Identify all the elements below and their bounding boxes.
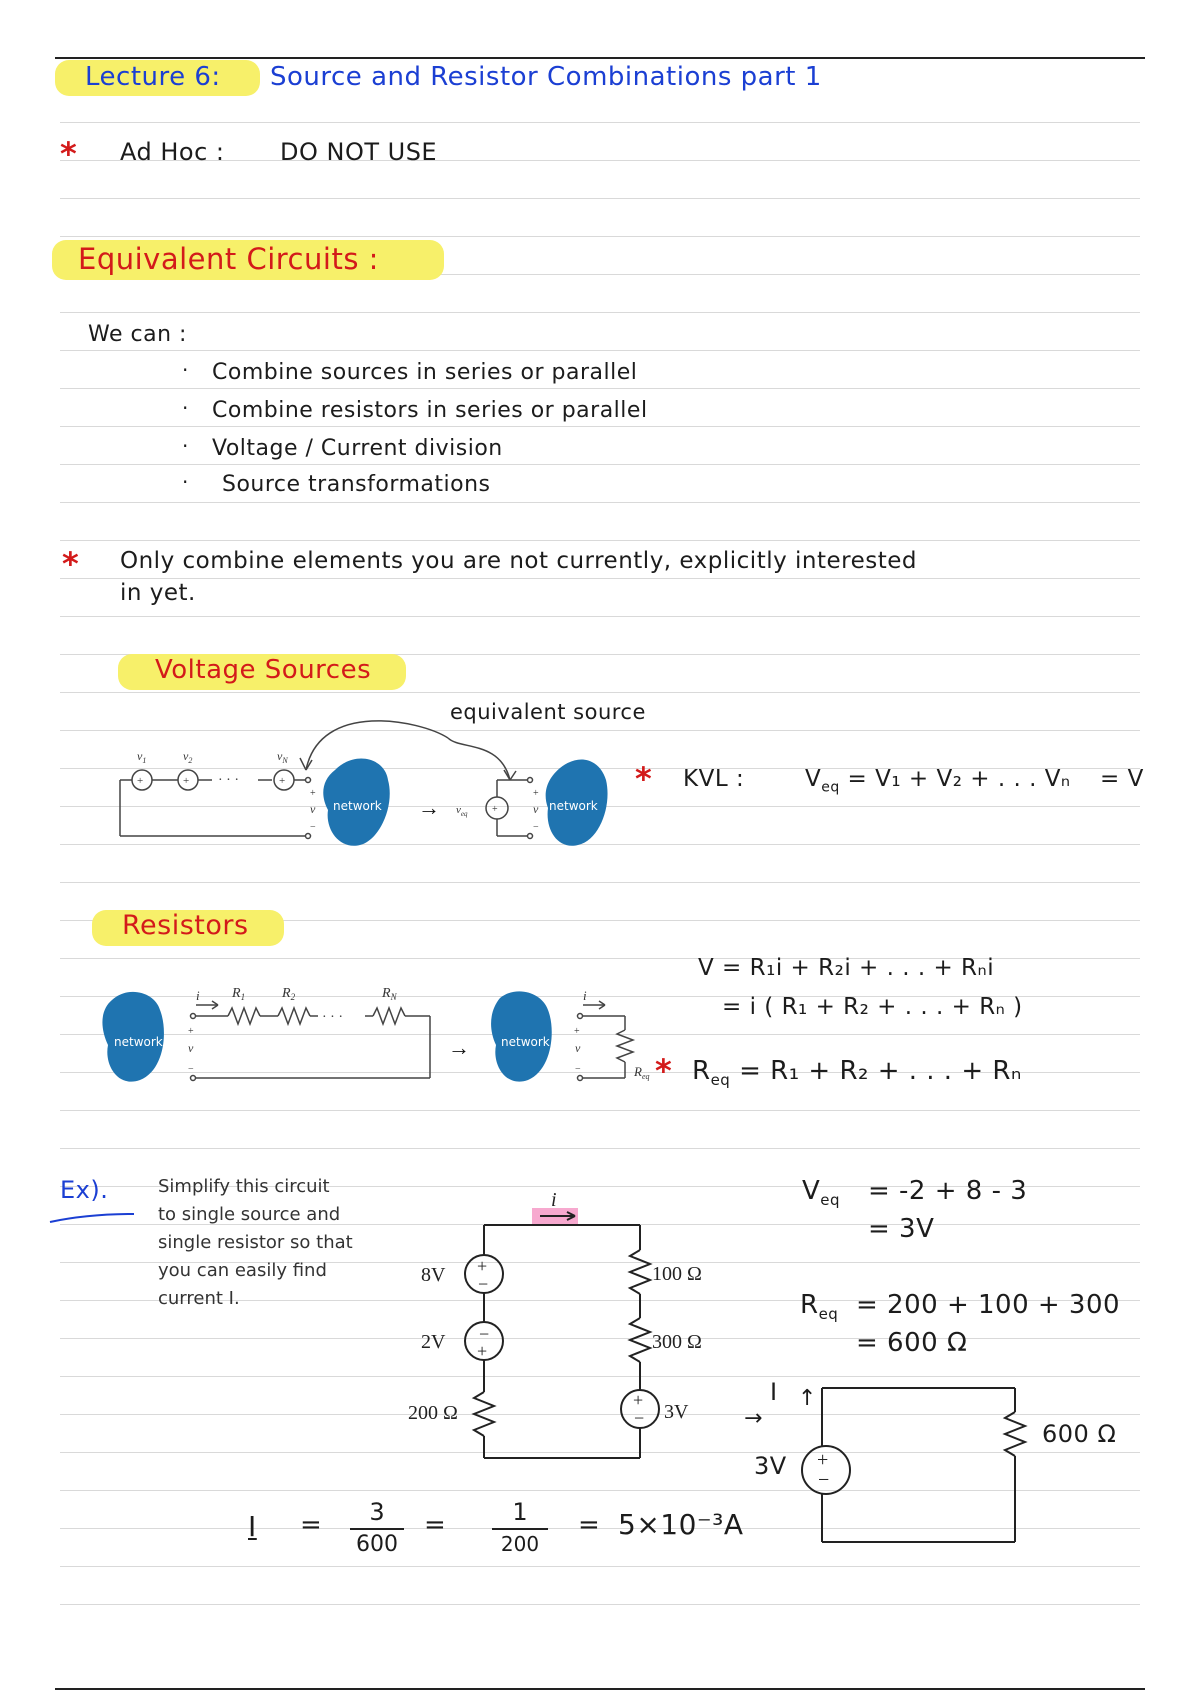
denominator: 200 bbox=[500, 1532, 540, 1556]
plus-sign: + bbox=[477, 1341, 488, 1361]
minus-sign: − bbox=[533, 822, 539, 833]
plus-sign: + bbox=[533, 788, 539, 799]
fraction-bar bbox=[350, 1528, 404, 1530]
bullet-dot: · bbox=[182, 470, 189, 494]
v-label: v bbox=[533, 802, 539, 816]
vN-label: $v_N$ bbox=[277, 749, 288, 765]
req-line2: = 600 Ω bbox=[856, 1328, 968, 1358]
R1-label: $R_1$ bbox=[232, 986, 246, 1002]
veq-line1: = -2 + 8 - 3 bbox=[868, 1176, 1028, 1206]
req-line1: = 200 + 100 + 300 bbox=[856, 1290, 1121, 1320]
equivalent-heading: Equivalent Circuits : bbox=[78, 242, 379, 276]
example-label: Ex). bbox=[60, 1176, 109, 1204]
star-icon: * bbox=[655, 1052, 673, 1090]
adhoc-label: Ad Hoc : bbox=[120, 138, 225, 166]
resistors-heading: Resistors bbox=[122, 910, 249, 941]
src-3v-label: 3V bbox=[664, 1401, 689, 1423]
prompt-line: to single source and bbox=[158, 1204, 341, 1225]
star-icon: * bbox=[62, 545, 80, 583]
network-label: network bbox=[549, 799, 598, 813]
arrow-icon: → bbox=[448, 1035, 470, 1060]
src-2v-label: 2V bbox=[421, 1331, 446, 1353]
arrow-icon: → bbox=[418, 795, 440, 820]
note-text: Only combine elements you are not currently, explicitly interested bbox=[120, 548, 918, 574]
plus-sign: + bbox=[310, 788, 316, 799]
network-label: network bbox=[114, 1035, 163, 1049]
plus-sign: + bbox=[817, 1449, 829, 1471]
answer-result: 5×10⁻³A bbox=[618, 1508, 744, 1541]
v2-label: $v_2$ bbox=[183, 749, 193, 765]
adhoc-note: DO NOT USE bbox=[280, 138, 438, 166]
prompt-line: single resistor so that bbox=[158, 1232, 353, 1253]
dots: · · · bbox=[322, 1010, 343, 1025]
veq-lhs: $V_{eq}$ bbox=[802, 1176, 841, 1210]
R2-label: $R_2$ bbox=[282, 986, 296, 1002]
bullet-dot: · bbox=[182, 358, 189, 382]
current-label: i bbox=[551, 1189, 557, 1211]
bullet-dot: · bbox=[182, 434, 189, 458]
fraction-2 bbox=[492, 1498, 548, 1556]
prompt-line: you can easily find bbox=[158, 1260, 327, 1281]
prompt-line: Simplify this circuit bbox=[158, 1176, 330, 1197]
resistor-eq-line1: V = R₁i + R₂i + . . . + Rₙi bbox=[698, 955, 995, 981]
fraction-1 bbox=[350, 1498, 404, 1557]
network-label: network bbox=[501, 1035, 550, 1049]
v-label: v bbox=[575, 1041, 581, 1055]
RN-label: $R_N$ bbox=[382, 986, 397, 1002]
star-icon: * bbox=[635, 760, 653, 798]
equivalent-source-note: equivalent source bbox=[450, 700, 646, 724]
minus-sign: − bbox=[818, 1469, 830, 1491]
kvl-tail: = V bbox=[1100, 766, 1144, 792]
Req-label: $R_{eq}$ bbox=[634, 1064, 650, 1081]
denominator: 600 bbox=[356, 1532, 398, 1557]
lecture-topic: Source and Resistor Combinations part 1 bbox=[270, 62, 822, 92]
bullet-item: Voltage / Current division bbox=[212, 436, 503, 461]
resistor-eq-line3: $R_{eq} = R_1 + R_2$ + . . . + Rₙ bbox=[692, 1056, 1022, 1090]
veq-line2: = 3V bbox=[868, 1214, 935, 1244]
star-icon: * bbox=[60, 135, 78, 173]
answer-eq: = bbox=[578, 1510, 601, 1540]
intro-text: We can : bbox=[88, 322, 187, 347]
minus-sign: − bbox=[479, 1324, 490, 1344]
arrow-up-icon: ↑ bbox=[798, 1386, 817, 1411]
resistor-300-label: 300 Ω bbox=[652, 1331, 702, 1353]
plus-sign: + bbox=[492, 804, 498, 815]
kvl-label: KVL : bbox=[683, 766, 745, 792]
bullet-item: Combine sources in series or parallel bbox=[212, 360, 638, 385]
src-8v-label: 8V bbox=[421, 1264, 446, 1286]
plus-sign: + bbox=[477, 1256, 488, 1276]
dots: · · · bbox=[218, 773, 239, 788]
v-label: v bbox=[188, 1041, 194, 1055]
note-text: in yet. bbox=[120, 580, 196, 606]
i-label: i bbox=[583, 988, 587, 1003]
kvl-equation: $V_{eq} = V_1 + V_2$ + . . . Vₙ bbox=[805, 766, 1071, 796]
bullet-item: Source transformations bbox=[222, 472, 491, 497]
minus-sign: − bbox=[310, 822, 316, 833]
minus-sign: − bbox=[575, 1064, 581, 1075]
plus-sign: + bbox=[574, 1026, 580, 1037]
i-label: i bbox=[196, 988, 200, 1003]
req-lhs: $R_{eq}$ bbox=[800, 1290, 839, 1324]
plus-sign: + bbox=[188, 1026, 194, 1037]
bullet-dot: · bbox=[182, 396, 189, 420]
numerator: 1 bbox=[512, 1498, 528, 1526]
answer-eq: = bbox=[300, 1510, 323, 1540]
fraction-bar bbox=[492, 1528, 548, 1530]
minus-sign: − bbox=[634, 1408, 645, 1428]
veq-label: $v_{eq}$ bbox=[456, 804, 468, 818]
resistor-eq-line2: = i ( R₁ + R₂ + . . . + Rₙ ) bbox=[722, 994, 1023, 1020]
v1-label: $v_1$ bbox=[137, 749, 147, 765]
numerator: 3 bbox=[369, 1498, 385, 1526]
plus-sign: + bbox=[183, 775, 190, 787]
simple-res-label: 600 Ω bbox=[1042, 1420, 1117, 1448]
voltage-sources-heading: Voltage Sources bbox=[155, 655, 372, 685]
resistor-100-label: 100 Ω bbox=[652, 1263, 702, 1285]
answer-I: I bbox=[248, 1510, 257, 1543]
answer-eq: = bbox=[424, 1510, 447, 1540]
minus-sign: − bbox=[478, 1274, 489, 1294]
network-label: network bbox=[333, 799, 382, 813]
minus-sign: − bbox=[188, 1064, 194, 1075]
resistor-200-label: 200 Ω bbox=[408, 1402, 458, 1424]
lecture-label: Lecture 6: bbox=[85, 62, 221, 92]
arrow-right-icon: → bbox=[744, 1406, 763, 1431]
bullet-item: Combine resistors in series or parallel bbox=[212, 398, 648, 423]
plus-sign: + bbox=[633, 1390, 644, 1410]
current-I-label: I bbox=[770, 1378, 778, 1406]
simple-src-label: 3V bbox=[754, 1452, 787, 1480]
prompt-line: current I. bbox=[158, 1288, 240, 1309]
v-label: v bbox=[310, 802, 316, 816]
plus-sign: + bbox=[279, 775, 286, 787]
plus-sign: + bbox=[137, 775, 144, 787]
